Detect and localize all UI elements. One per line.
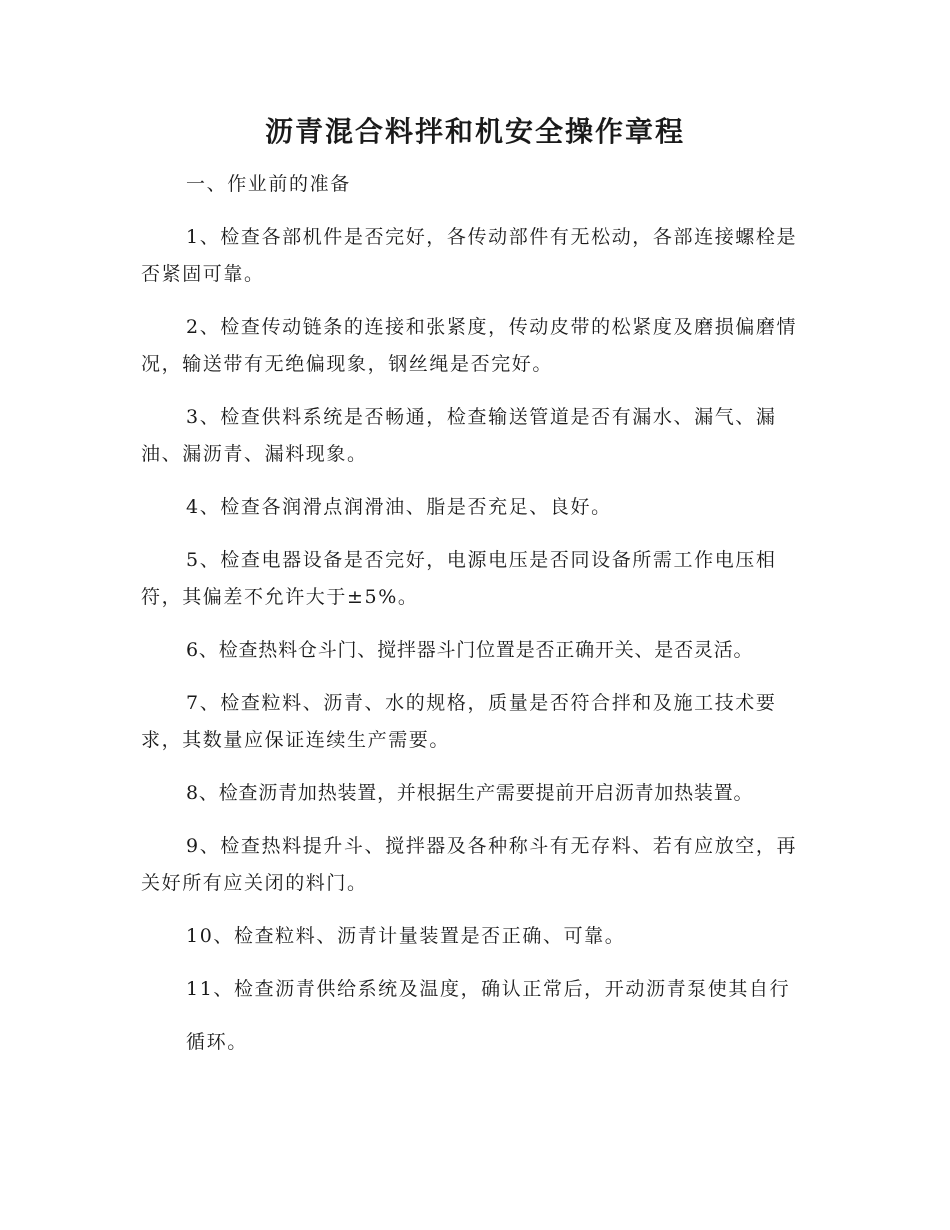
list-item-11: 11、检查沥青供给系统及温度，确认正常后，开动沥青泵使其自行 <box>186 978 791 1000</box>
document-body <box>141 166 809 1061</box>
list-item-6: 6、检查热料仓斗门、搅拌器斗门位置是否正确开关、是否灵活。 <box>186 639 754 661</box>
list-item-8: 8、检查沥青加热装置，并根据生产需要提前开启沥青加热装置。 <box>186 782 754 804</box>
list-item-3: 3、检查供料系统是否畅通，检查输送管道是否有漏水、漏气、漏油、漏沥青、漏料现象。 <box>141 406 777 465</box>
list-item-4: 4、检查各润滑点润滑油、脂是否充足、良好。 <box>186 496 612 518</box>
list-item-9: 9、检查热料提升斗、搅拌器及各种称斗有无存料、若有应放空，再关好所有应关闭的料门。 <box>141 835 798 894</box>
list-item-2: 2、检查传动链条的连接和张紧度，传动皮带的松紧度及磨损偏磨情况，输送带有无绝偏现象，钢丝绳是否完好。 <box>141 316 798 375</box>
document-title: 沥青混合料拌和机安全操作章程 <box>264 115 685 148</box>
list-item-11-continuation: 循环。 <box>186 1031 248 1053</box>
list-item-1: 1、检查各部机件是否完好，各传动部件有无松动，各部连接螺栓是否紧固可靠。 <box>141 226 798 285</box>
section-heading: 一、作业前的准备 <box>186 173 351 195</box>
list-item-7: 7、检查粒料、沥青、水的规格，质量是否符合拌和及施工技术要求，其数量应保证连续生产需要。 <box>141 692 777 751</box>
list-item-10: 10、检查粒料、沥青计量装置是否正确、可靠。 <box>186 925 626 947</box>
list-item-5: 5、检查电器设备是否完好，电源电压是否同设备所需工作电压相符，其偏差不允许大于±5%。 <box>141 549 777 608</box>
